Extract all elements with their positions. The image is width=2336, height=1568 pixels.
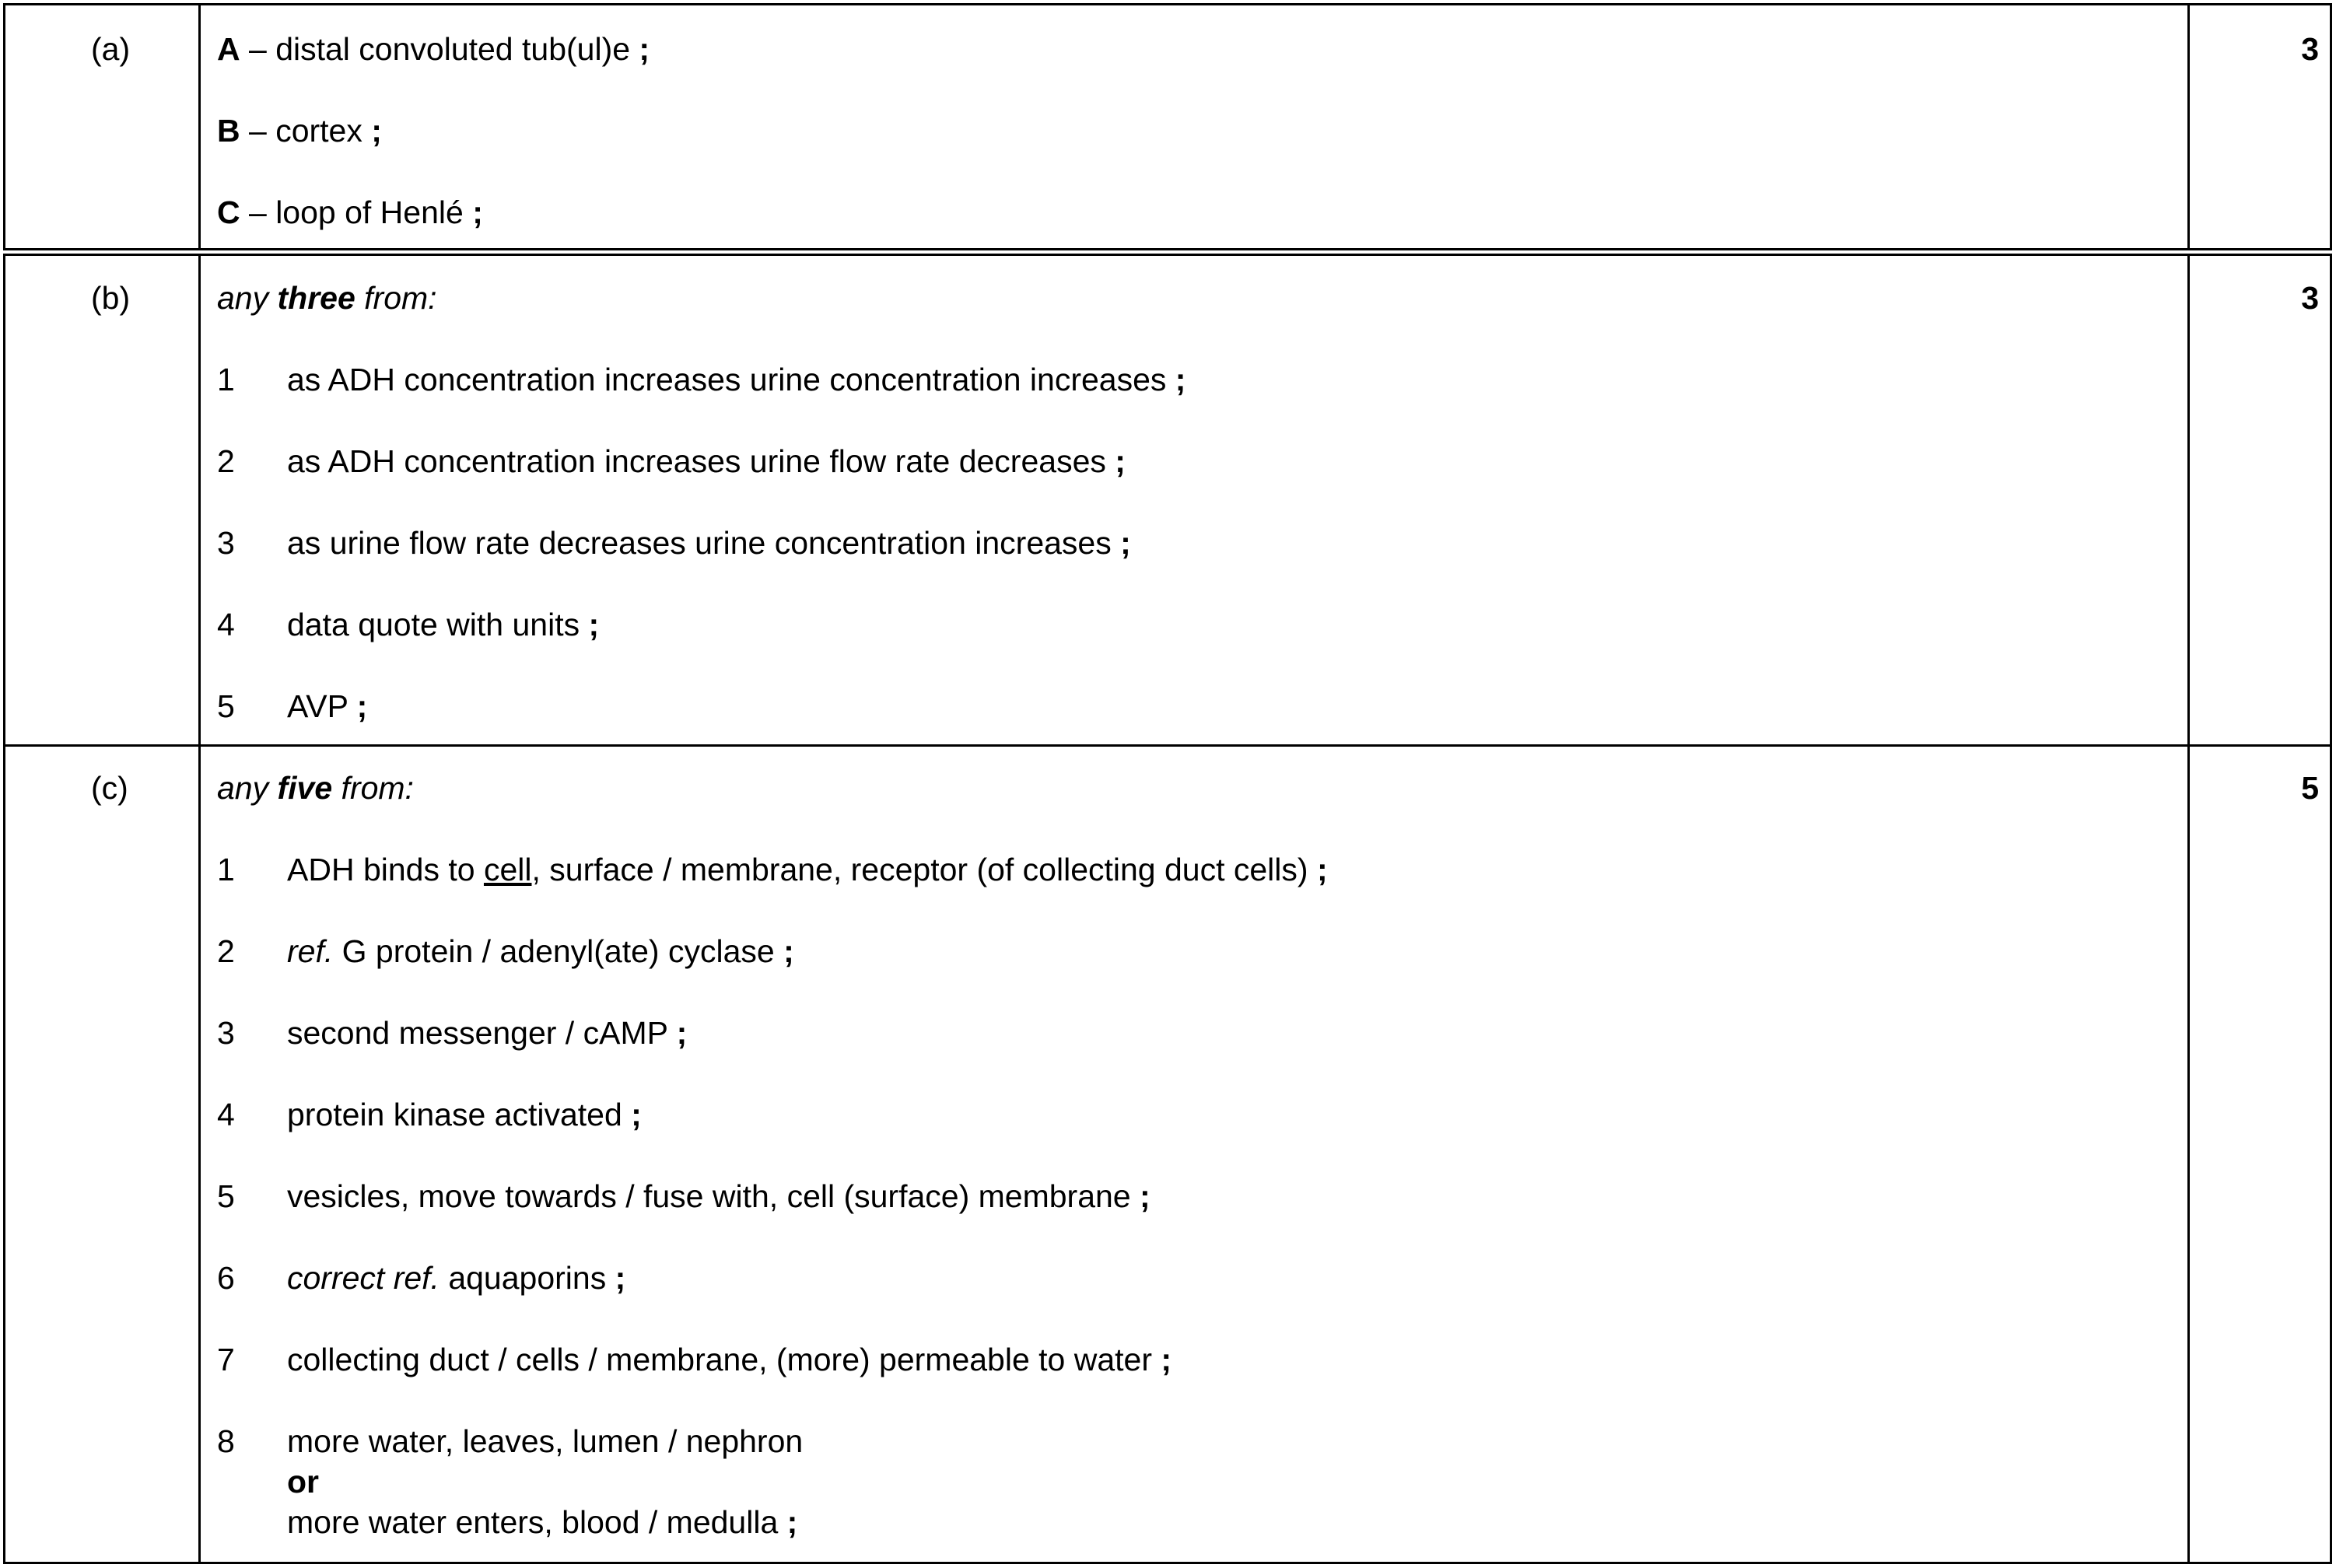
point-c-8-line-3 (287, 1503, 797, 1541)
point-text: G protein / adenyl(ate) cyclase (333, 933, 784, 969)
point-b-1 (287, 361, 1186, 398)
semicolon: ; (1115, 443, 1126, 479)
semicolon: ; (676, 1015, 688, 1051)
semicolon: ; (786, 1504, 798, 1540)
point-text: ADH binds to (287, 852, 484, 887)
semicolon: ; (615, 1260, 626, 1296)
semicolon: ; (356, 688, 368, 724)
section-b (3, 254, 2332, 747)
point-text: aquaporins (439, 1260, 615, 1296)
point-b-3 (287, 524, 1131, 562)
column-divider (198, 256, 201, 744)
marks-b: 3 (2301, 280, 2319, 316)
answer-a-2 (217, 112, 382, 149)
point-c-6 (287, 1259, 625, 1297)
answer-text: – loop of Henlé (240, 194, 473, 230)
instruction-any: any (217, 280, 278, 316)
column-divider (2187, 747, 2190, 1562)
part-label-c: (c) (91, 770, 128, 806)
instruction-from: from: (355, 280, 437, 316)
semicolon: ; (631, 1097, 642, 1132)
point-text: as ADH concentration increases urine flow rate decreases (287, 443, 1115, 479)
point-c-4 (287, 1096, 642, 1133)
point-number: 7 (217, 1342, 235, 1377)
point-text: data quote with units (287, 607, 589, 642)
or-connector: or (287, 1464, 319, 1500)
answer-text: – distal convoluted tub(ul)e (240, 31, 639, 67)
point-text: second messenger / cAMP (287, 1015, 677, 1051)
instruction-c (217, 769, 414, 807)
point-b-5 (287, 688, 367, 725)
semicolon: ; (472, 194, 483, 230)
point-text: more water enters, blood / medulla (287, 1504, 787, 1540)
point-text: as ADH concentration increases urine concentration increases (287, 362, 1175, 397)
semicolon: ; (1140, 1178, 1150, 1214)
answer-a-3 (217, 194, 483, 231)
column-divider (2187, 256, 2190, 744)
point-number: 1 (217, 362, 235, 397)
section-c (3, 744, 2332, 1564)
marks-a: 3 (2301, 31, 2319, 67)
label-letter: B (217, 113, 240, 149)
point-c-7 (287, 1341, 1172, 1378)
point-number: 4 (217, 1097, 235, 1132)
section-a (3, 3, 2332, 250)
semicolon: ; (588, 607, 600, 642)
point-b-4 (287, 606, 599, 643)
point-number: 4 (217, 607, 235, 642)
underlined-word: cell (483, 852, 532, 887)
semicolon: ; (1120, 525, 1131, 561)
column-divider (198, 747, 201, 1562)
point-number: 5 (217, 688, 235, 724)
point-text: protein kinase activated (287, 1097, 632, 1132)
column-divider (198, 5, 201, 248)
part-label-a: (a) (91, 31, 131, 67)
point-text: collecting duct / cells / membrane, (more) permeable to water (287, 1342, 1161, 1377)
point-c-2 (287, 933, 794, 970)
answer-text: – cortex (240, 113, 372, 149)
point-text: vesicles, move towards / fuse with, cell (surface) membrane (287, 1178, 1140, 1214)
point-text: as urine flow rate decreases urine concentration increases (287, 525, 1121, 561)
point-number: 1 (217, 852, 235, 887)
point-number: 6 (217, 1260, 235, 1296)
italic-ref: correct ref. (287, 1260, 440, 1296)
point-c-1 (287, 851, 1328, 888)
point-number: 8 (217, 1423, 235, 1459)
point-number: 2 (217, 443, 235, 479)
point-c-3 (287, 1014, 687, 1052)
point-number: 2 (217, 933, 235, 969)
point-text: AVP (287, 688, 357, 724)
point-c-8-line-1: more water, leaves, lumen / nephron (287, 1423, 804, 1459)
column-divider (2187, 5, 2190, 248)
semicolon: ; (1175, 362, 1186, 397)
instruction-from: from: (332, 770, 414, 806)
label-letter: C (217, 194, 240, 230)
instruction-count: five (277, 770, 333, 806)
marks-c: 5 (2301, 770, 2319, 806)
point-text: , surface / membrane, receptor (of collecting duct cells) (531, 852, 1317, 887)
part-label-b: (b) (91, 280, 131, 316)
instruction-count: three (277, 280, 355, 316)
point-number: 5 (217, 1178, 235, 1214)
label-letter: A (217, 31, 240, 67)
semicolon: ; (1161, 1342, 1172, 1377)
answer-a-1 (217, 30, 650, 68)
semicolon: ; (639, 31, 650, 67)
semicolon: ; (783, 933, 794, 969)
semicolon: ; (371, 113, 382, 149)
point-c-5 (287, 1178, 1150, 1215)
point-number: 3 (217, 1015, 235, 1051)
point-b-2 (287, 443, 1126, 480)
instruction-b (217, 279, 437, 317)
semicolon: ; (1316, 852, 1328, 887)
point-number: 3 (217, 525, 235, 561)
instruction-any: any (217, 770, 278, 806)
italic-ref: ref. (287, 933, 334, 969)
